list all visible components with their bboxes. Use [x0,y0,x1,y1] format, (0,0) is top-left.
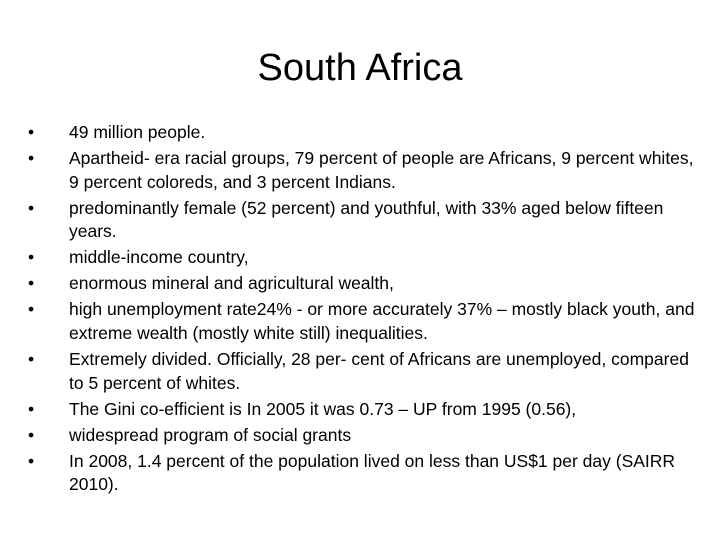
bullet-icon: • [28,299,35,320]
bullet-text: Apartheid- era racial groups, 79 percent of people are Africans, 9 percent whites, 9 percent coloreds, and 3 percent Indians. [69,148,694,192]
bullet-item [28,348,700,395]
bullet-text: middle-income country, [69,247,249,268]
bullet-item [28,121,700,145]
bullet-item [28,424,700,448]
bullet-item [28,398,700,422]
bullet-item [28,197,700,244]
bullet-icon: • [28,273,35,294]
bullet-list [28,121,700,499]
bullet-icon: • [28,247,35,268]
bullet-icon: • [28,148,35,169]
bullet-icon: • [28,450,35,471]
bullet-text: 49 million people. [69,122,206,142]
bullet-text: widespread program of social grants [69,424,352,445]
bullet-text: Extremely divided. Officially, 28 per- cent of Africans are unemployed, compared to 5 percent of whites. [69,349,689,393]
bullet-icon: • [28,349,35,370]
bullet-text: enormous mineral and agricultural wealth, [69,273,394,294]
bullet-icon: • [28,398,35,419]
bullet-item [28,298,700,345]
bullet-item [28,147,700,194]
bullet-text: The Gini co-efficient is In 2005 it was 0.73 – UP from 1995 (0.56), [69,398,577,419]
bullet-item [28,272,700,296]
bullet-text: In 2008, 1.4 percent of the population lived on less than US$1 per day (SAIRR 2010). [69,450,676,495]
bullet-item [28,450,700,497]
bullet-item [28,246,700,270]
bullet-icon: • [28,424,35,445]
bullet-icon: • [28,197,35,218]
slide-title: South Africa [257,47,463,89]
bullet-icon: • [28,122,35,142]
bullet-text: high unemployment rate24% - or more accurately 37% – mostly black youth, and extreme wealth (mostly white still) inequalities. [69,299,695,343]
bullet-text: predominantly female (52 percent) and youthful, with 33% aged below fifteen years. [69,197,664,242]
